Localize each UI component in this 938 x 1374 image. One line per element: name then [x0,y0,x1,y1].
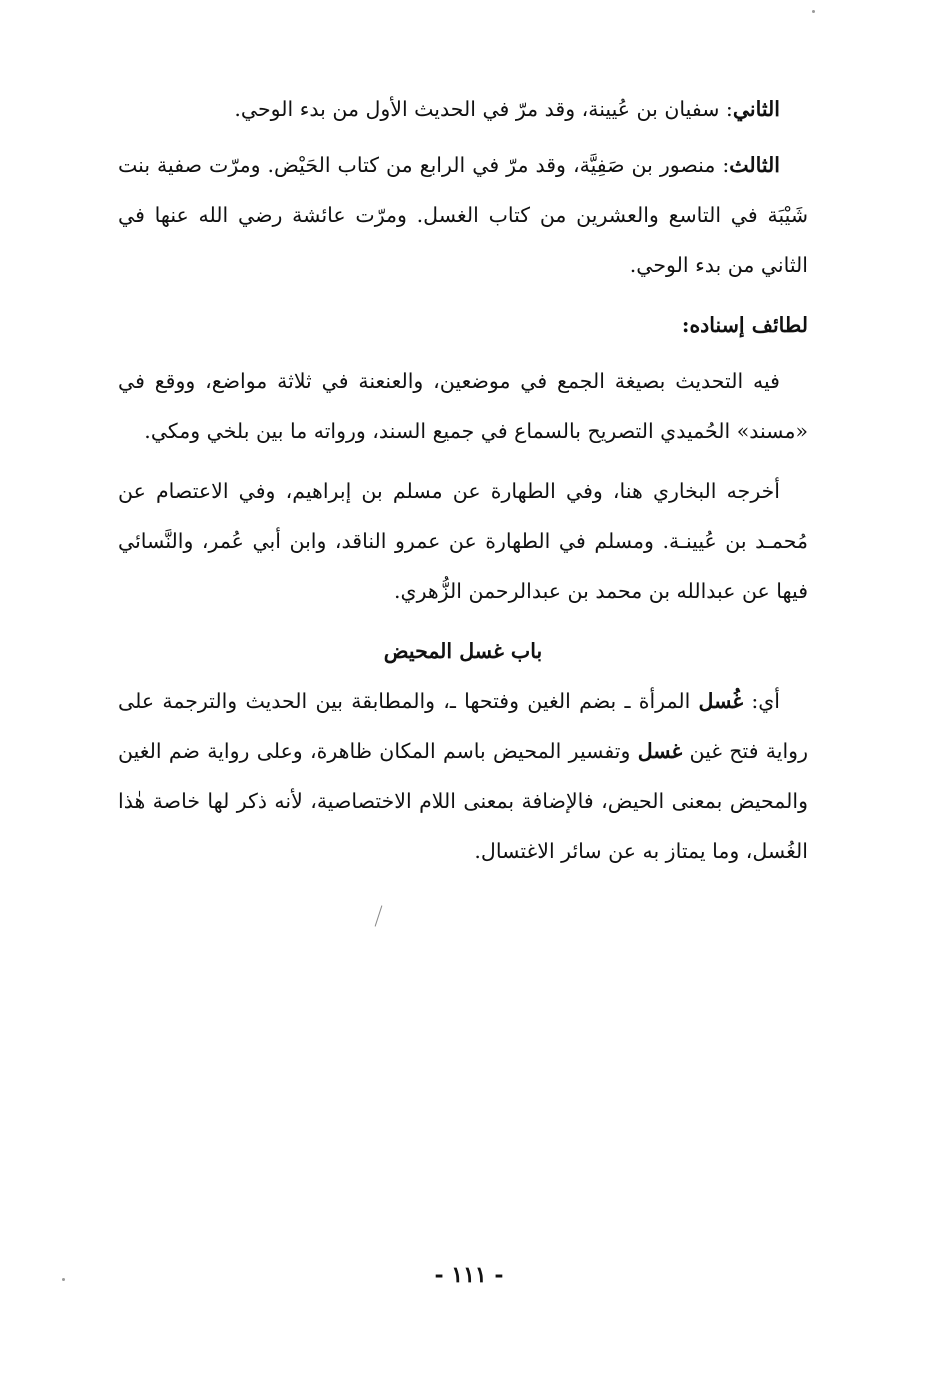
commentary-start: أي: [743,689,780,713]
scan-mark [375,905,383,926]
main-text [118,84,808,876]
spacer [118,456,808,466]
narrator-text-third: : منصور بن صَفِيَّة، وقد مرّ في الرابع من كتاب الحَيْض. ومرّت صفية بنت شَيْبَة في التاسع والعشرين من كتاب الغسل. ومرّت عائشة رضي الله عنها في الثاني من بدء الوحي. [118,153,808,277]
narrator-text-second: : سفيان بن عُيينة، وقد مرّ في الحديث الأول من بدء الوحي. [234,97,733,121]
commentary-bold-word: غُسل [698,689,744,713]
chapter-title: باب غسل المحيض [383,639,543,663]
page-number: - ١١١ - [434,1262,504,1288]
scan-speck [812,10,815,13]
paragraph-narrator-third [118,140,808,290]
paragraph-narrator-second [118,84,808,134]
commentary-text-a: المرأة ـ بضم الغين وفتحها ـ، والمطابقة بين الحديث والترجمة على رواية فتح غين [118,689,808,763]
commentary-bold-word-2: غسل [637,739,683,763]
paragraph-chapter-commentary [118,676,808,876]
paragraph-isnad-notes: فيه التحديث بصيغة الجمع في موضعين، والعنعنة في ثلاثة مواضع، ووقع في «مسند» الحُميدي التصريح بالسماع في جميع السند، ورواته ما بين بلخي ومكي. [118,369,808,443]
spacer [118,616,808,626]
narrator-label-second: الثاني [732,97,780,121]
commentary-text-b: وتفسير المحيض باسم المكان ظاهرة، وعلى رواية ضم الغين والمحيض بمعنى الحيض، فالإضافة بمعنى اللام الاختصاصية، لأنه ذكر لها خاصة هٰذا الغُسل، وما يمتاز به عن سائر الاغتسال. [118,739,808,863]
paragraph-takhrij: أخرجه البخاري هنا، وفي الطهارة عن مسلم بن إبراهيم، وفي الاعتصام عن مُحمـد بن عُيينـة. ومسلم في الطهارة عن عمرو الناقد، وابن أبي عُمر، والنَّسائي فيها عن عبدالله بن محمد بن عبدالرحمن الزُّهري. [118,479,808,603]
spacer [118,290,808,300]
section-heading-lataif: لطائف إسناده: [681,313,808,337]
narrator-label-third: الثالث [729,153,780,177]
